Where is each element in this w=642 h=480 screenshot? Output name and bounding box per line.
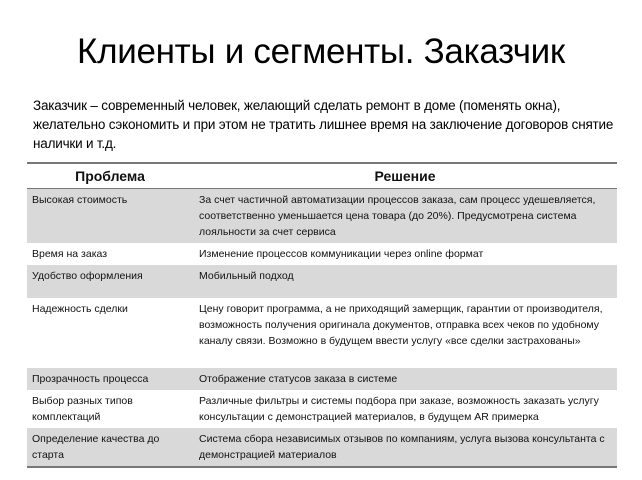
problem-cell: Удобство оформления [27,265,193,298]
header-solution: Решение [193,163,617,189]
table-row [27,265,617,298]
problem-cell: Прозрачность процесса [27,368,193,390]
problem-cell: Надежность сделки [32,303,128,315]
intro-text: Заказчик – современный человек, желающий сделать ремонт в доме (поменять окна), желательно сэкономить и при этом не тратить лишнее время на заключение договоров снятие налички и т.д. [33,98,614,151]
solution-cell: Мобильный подход [193,265,617,298]
table-row [27,298,617,368]
header-problem: Проблема [27,163,193,189]
table-row [27,428,617,467]
table-row [27,368,617,390]
problem-cell: Время на заказ [32,248,108,260]
table-row [27,390,617,428]
table-header-row [27,163,617,189]
table-row [27,243,617,265]
solution-cell: Система сбора независимых отзывов по компаниям, услуга вызова консультанта с демонстрацией материалов [193,428,617,467]
slide-title: Клиенты и сегменты. Заказчик [77,32,565,71]
table-row [27,189,617,244]
solution-cell: Отображение статусов заказа в системе [193,368,617,390]
solution-cell: Изменение процессов коммуникации через online формат [199,248,484,260]
problem-solution-table [27,162,617,468]
problem-cell: Выбор разных типов комплектаций [32,395,133,423]
solution-cell: Различные фильтры и системы подбора при заказе, возможность заказать услугу консультации с демонстрацией материалов, в будущем AR примерка [199,395,599,423]
solution-cell: За счет частичной автоматизации процессов заказа, сам процесс удешевляется, соответственно уменьшается цена товара (до 20%). Предусмотрена система лояльности за счет сервиса [193,189,617,244]
solution-cell: Цену говорит программа, а не приходящий замерщик, гарантии от производителя, возможность получения оригинала документов, отправка всех чеков по удобному каналу связи. Возможно в будущем ввести услугу «все сделки застрахованы» [199,303,603,347]
problem-cell: Высокая стоимость [27,189,193,244]
problem-cell: Определение качества до старта [27,428,193,467]
